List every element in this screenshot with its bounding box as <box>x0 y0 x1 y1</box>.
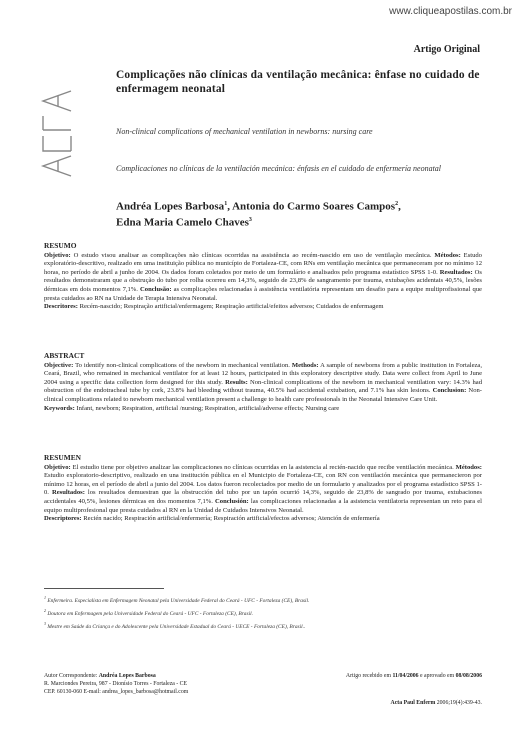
author-footnotes <box>44 593 484 631</box>
abstract-keywords-text: Infant, newborn; Respiration, artificial /nursing; Respiration, artificial/adverse effects; Nursing care <box>74 404 340 412</box>
footnote-mark: 3 <box>44 620 46 626</box>
resumo-keywords <box>44 303 482 312</box>
footnote-item <box>44 619 484 632</box>
resumen-section <box>44 454 482 524</box>
footnote-text: Doutora em Enfermagem pela Universidade Federal do Ceará - UFC - Fortaleza (CE), Brasil. <box>46 610 253 617</box>
corresponding-author-address: R. Marciondes Pereira, 987 - Dionísio Torres - Fortaleza - CE <box>44 680 188 687</box>
footnote-text: Mestre em Saúde da Criança e do Adolescente pela Universidade Estadual do Ceará - UECE - Fortaleza (CE), Brasil.. <box>46 623 306 630</box>
author-separator: , <box>227 200 233 213</box>
authors-list <box>116 198 496 229</box>
author-name: Antonia do Carmo Soares Campos <box>232 200 396 213</box>
journal-citation <box>300 700 482 706</box>
abstract-conclusion: Non-clinical complications related to newborn mechanical ventilation present a challenge to health care professionals in the Neonatal Intensive Care Unit. <box>44 387 482 403</box>
resumen-objective-label: Objetivo: <box>44 463 71 471</box>
abstract-keywords-label: Keywords: <box>44 404 75 412</box>
abstract-results: Non-clinical complications of the newborn in mechanical ventilation vary: 14.3% had obstruction of the endotracheal tube by cork, 23.8% had bleeding without trauma, 40.5% had accidental extubation, and 7.1% has skin lesions. <box>44 378 482 395</box>
journal-name: Acta Paul Enferm <box>390 700 436 706</box>
article-dates <box>286 673 482 679</box>
resumo-conclusion: as complicações relacionadas à assistência ventilatória representam um desafio para a equipe multiprofissional que presta cuidados ao RN na Unidade de Terapia Intensiva Neonatal. <box>44 285 482 302</box>
footnote-divider <box>44 588 164 589</box>
abstract-conclusion-label: Conclusion: <box>432 387 467 395</box>
resumo-methods: Estudo exploratório-descritivo, realizado em uma instituição pública no município de Fortaleza-CE, com RNs em ventilação mecânica que permaneceram por no mínimo 12 horas, no período de abril a junho de 2004. Os dados foram coletados por meio de um formulário e analisados pelo programa estatístico SPSS 1-0. <box>44 251 482 276</box>
resumo-conclusion-label: Conclusão: <box>140 285 172 293</box>
abstract-body <box>44 362 482 405</box>
received-label: Artigo recebido em <box>345 673 393 679</box>
received-date: 11/04/2006 <box>392 673 419 679</box>
author-affiliation-mark: 1 <box>224 201 228 207</box>
corresponding-author-label: Autor Correspondente: <box>44 673 99 679</box>
resumo-body <box>44 252 482 304</box>
resumen-results: los resultados demuestran que la obstrucción del tubo por un tapón ocurrió 14,3%, seguido de 23,8% de sangrado por trauma, extubaciones accidentales 40,5%, lesiones dérmicas en dos momentos 7,1%. <box>44 489 482 505</box>
footnote-mark: 1 <box>44 595 46 600</box>
resumen-conclusion: las complicaciones relacionadas a la asistencia ventilatoria representan un reto para el equipo multiprofesional que presta cuidados al RN en la Unidad de Cuidados Intensivos Neonatal. <box>44 497 482 514</box>
resumen-keywords-text: Recién nacido; Respiración artificial/enfermería; Respiración artificial/efectos adversos; Atención de enfermería <box>81 515 380 523</box>
abstract-objective-label: Objective: <box>44 361 74 369</box>
corresponding-author <box>44 673 284 696</box>
resumo-keywords-text: Recém-nascido; Respiração artificial/enfermagem; Respiração artificial/efeitos adversos; Cuidados de enfermagem <box>77 303 384 311</box>
author-affiliation-mark: 2 <box>395 201 399 207</box>
resumen-body <box>44 464 482 516</box>
resumen-objective: El estudio tiene por objetivo analizar las complicaciones no clínicas ocurridas en la asistencia al recién-nacido que recibe ventilación mecánica. <box>70 463 456 471</box>
abstract-section <box>44 352 482 413</box>
abstract-results-label: Results: <box>225 378 248 386</box>
corresponding-author-name: Andréa Lopes Barbosa <box>98 673 156 679</box>
abstract-objective: To identify non-clinical complications of the newborn in mechanical ventilation. <box>73 361 292 369</box>
resumen-results-label: Resultados: <box>51 489 85 497</box>
article-title-es: Complicaciones no clínicas de la ventilación mecánica: énfasis en el cuidado de enfermería neonatal <box>116 164 442 173</box>
resumo-section <box>44 242 482 312</box>
article-title-en: Non-clinical complications of mechanical ventilation in newborns: nursing care <box>116 127 373 136</box>
section-label: Artigo Original <box>413 44 480 55</box>
footnote-item <box>44 593 484 606</box>
resumen-methods-label: Métodos: <box>455 463 482 471</box>
article-title-pt: Complicações não clínicas da ventilação mecânica: ênfase no cuidado de enfermagem neonatal <box>116 69 480 95</box>
author-name: Edna Maria Camelo Chaves <box>116 216 249 229</box>
resumo-results-label: Resultados: <box>439 268 473 276</box>
footnote-mark: 2 <box>44 607 46 613</box>
abstract-methods-label: Methods: <box>291 361 319 369</box>
approved-date: 08/08/2006 <box>455 673 482 679</box>
author-name: Andréa Lopes Barbosa <box>116 200 225 213</box>
watermark-url[interactable]: www.cliqueapostilas.com.br <box>389 6 512 17</box>
acta-logo <box>40 68 74 178</box>
author-affiliation-mark: 3 <box>248 216 252 223</box>
resumo-objective-label: Objetivo: <box>44 251 71 259</box>
abstract-heading: ABSTRACT <box>44 351 85 360</box>
resumen-heading: RESUMEN <box>44 453 81 462</box>
approved-label: e aprovado em <box>418 673 456 679</box>
corresponding-author-line <box>44 673 284 681</box>
resumo-keywords-label: Descritores: <box>44 303 78 311</box>
footnote-text: Enfermeira. Especialista em Enfermagem Neonatal pela Universidade Federal do Ceará - UFC - Fortaleza (CE), Brasil. <box>46 597 310 604</box>
corresponding-author-contact: CEP. 60130-060 E-mail: andrea_lopes_barbosa@hotmail.com <box>44 688 189 695</box>
footnote-item <box>44 606 484 619</box>
resumen-keywords <box>44 515 482 524</box>
journal-reference: 2006;19(4):439-43. <box>435 700 482 706</box>
resumo-methods-label: Métodos: <box>434 251 461 259</box>
resumo-heading: RESUMO <box>44 241 77 250</box>
resumen-conclusion-label: Conclusión: <box>215 497 249 505</box>
abstract-methods: A sample of newborns from a public institution in Fortaleza, Ceará, Brazil, who remained in mechanical ventilator for at least 12 hours, participated in this exploratory descriptive study. Data were collect from April to June 2004 using a specific data collection form designed for this study. <box>44 361 483 386</box>
abstract-keywords <box>44 405 482 414</box>
resumen-keywords-label: Descriptores: <box>44 515 82 523</box>
resumo-results: Os resultados demonstraram que a obstrução do tubo por rolha ocorreu em 14,3%, seguido de 23,8% de sangramento por trauma, extubações acidentais 40,5%, lesões dérmicas em dois momentos 7,1%. <box>44 268 482 293</box>
resumo-objective: O estudo visou analisar as complicações não clínicas ocorridas na assistência ao recém-nascido em uso de ventilação mecânica. <box>70 251 435 259</box>
author-separator: , <box>398 200 401 213</box>
resumen-methods: Estudio exploratorio-descriptivo, realizado en una institución pública en el Municipio de Fortaleza-CE, con RN con ventilación mecánica que permanecieron por mínimo 12 horas, en el período de abril a junio del 2004. Los datos fueron recolectados por medio de un formulario y analizados por el programa estadístico SPSS 1-0. <box>44 472 482 497</box>
